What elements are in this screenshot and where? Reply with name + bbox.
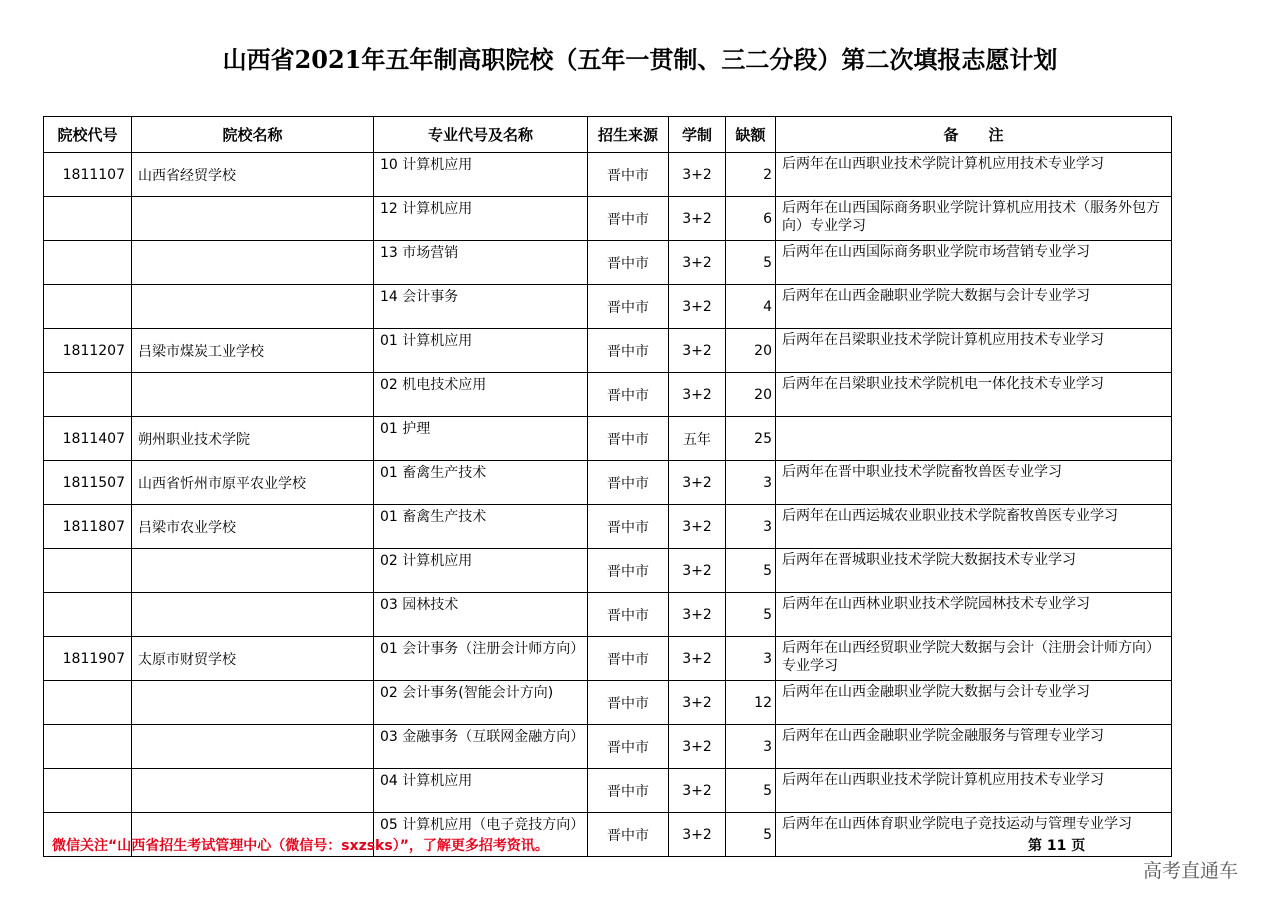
- school-name-cell: [132, 241, 374, 285]
- vacancy-cell: 5: [726, 769, 776, 813]
- note-cell: 后两年在山西运城农业职业技术学院畜牧兽医专业学习: [776, 505, 1172, 549]
- header-source: 招生来源: [588, 117, 669, 153]
- note-cell: 后两年在吕梁职业技术学院机电一体化技术专业学习: [776, 373, 1172, 417]
- note-cell: 后两年在山西金融职业学院大数据与会计专业学习: [776, 285, 1172, 329]
- school-name-cell: 山西省忻州市原平农业学校: [132, 461, 374, 505]
- school-name-cell: [132, 769, 374, 813]
- school-code-cell: 1811507: [44, 461, 132, 505]
- note-cell: [776, 417, 1172, 461]
- table-row: [44, 461, 1172, 505]
- school-code-cell: 1811207: [44, 329, 132, 373]
- header-vacancy: 缺额: [726, 117, 776, 153]
- table-row: [44, 505, 1172, 549]
- note-cell: 后两年在吕梁职业技术学院计算机应用技术专业学习: [776, 329, 1172, 373]
- system-cell: 3+2: [669, 505, 726, 549]
- note-cell: 后两年在山西国际商务职业学院市场营销专业学习: [776, 241, 1172, 285]
- source-cell: 晋中市: [588, 197, 669, 241]
- system-cell: 3+2: [669, 681, 726, 725]
- school-name-cell: [132, 681, 374, 725]
- school-code-cell: 1811107: [44, 153, 132, 197]
- system-cell: 3+2: [669, 769, 726, 813]
- school-code-cell: [44, 197, 132, 241]
- vacancy-cell: 20: [726, 329, 776, 373]
- vacancy-cell: 3: [726, 637, 776, 681]
- note-cell: 后两年在晋城职业技术学院大数据技术专业学习: [776, 549, 1172, 593]
- vacancy-cell: 5: [726, 549, 776, 593]
- system-cell: 3+2: [669, 241, 726, 285]
- system-cell: 3+2: [669, 285, 726, 329]
- major-cell: 01 会计事务（注册会计师方向）: [374, 637, 588, 681]
- source-cell: 晋中市: [588, 637, 669, 681]
- table-header-row: [44, 117, 1172, 153]
- note-cell: 后两年在山西经贸职业学院大数据与会计（注册会计师方向）专业学习: [776, 637, 1172, 681]
- note-cell: 后两年在山西职业技术学院计算机应用技术专业学习: [776, 153, 1172, 197]
- source-cell: 晋中市: [588, 725, 669, 769]
- school-code-cell: [44, 681, 132, 725]
- table-row: [44, 549, 1172, 593]
- table-row: [44, 241, 1172, 285]
- table-row: [44, 285, 1172, 329]
- system-cell: 3+2: [669, 373, 726, 417]
- school-name-cell: 吕梁市煤炭工业学校: [132, 329, 374, 373]
- system-cell: 3+2: [669, 461, 726, 505]
- note-cell: 后两年在山西体育职业学院电子竞技运动与管理专业学习: [776, 813, 1172, 857]
- vacancy-cell: 2: [726, 153, 776, 197]
- system-cell: 3+2: [669, 593, 726, 637]
- source-cell: 晋中市: [588, 813, 669, 857]
- document-title: 山西省2021年五年制高职院校（五年一贯制、三二分段）第二次填报志愿计划: [222, 45, 1058, 74]
- vacancy-cell: 12: [726, 681, 776, 725]
- school-name-cell: 太原市财贸学校: [132, 637, 374, 681]
- source-cell: 晋中市: [588, 329, 669, 373]
- source-cell: 晋中市: [588, 417, 669, 461]
- major-cell: 02 计算机应用: [374, 549, 588, 593]
- admission-plan-table: [43, 116, 1172, 857]
- major-cell: 01 护理: [374, 417, 588, 461]
- major-cell: 12 计算机应用: [374, 197, 588, 241]
- header-code: 院校代号: [44, 117, 132, 153]
- vacancy-cell: 25: [726, 417, 776, 461]
- table-row: [44, 593, 1172, 637]
- table-row: [44, 681, 1172, 725]
- system-cell: 3+2: [669, 725, 726, 769]
- note-cell: 后两年在山西国际商务职业学院计算机应用技术（服务外包方向）专业学习: [776, 197, 1172, 241]
- vacancy-cell: 3: [726, 725, 776, 769]
- vacancy-cell: 3: [726, 461, 776, 505]
- school-code-cell: 1811807: [44, 505, 132, 549]
- table-row: [44, 153, 1172, 197]
- school-name-cell: 山西省经贸学校: [132, 153, 374, 197]
- vacancy-cell: 5: [726, 813, 776, 857]
- table-row: [44, 373, 1172, 417]
- system-cell: 3+2: [669, 813, 726, 857]
- vacancy-cell: 5: [726, 241, 776, 285]
- source-cell: 晋中市: [588, 549, 669, 593]
- table-row: [44, 637, 1172, 681]
- system-cell: 3+2: [669, 153, 726, 197]
- source-cell: 晋中市: [588, 285, 669, 329]
- system-cell: 3+2: [669, 549, 726, 593]
- school-name-cell: [132, 593, 374, 637]
- note-cell: 后两年在山西金融职业学院金融服务与管理专业学习: [776, 725, 1172, 769]
- system-cell: 3+2: [669, 637, 726, 681]
- source-cell: 晋中市: [588, 241, 669, 285]
- source-cell: 晋中市: [588, 373, 669, 417]
- major-cell: 05 计算机应用（电子竞技方向）: [374, 813, 588, 857]
- vacancy-cell: 5: [726, 593, 776, 637]
- header-major: 专业代号及名称: [374, 117, 588, 153]
- source-cell: 晋中市: [588, 461, 669, 505]
- major-cell: 02 会计事务(智能会计方向): [374, 681, 588, 725]
- school-name-cell: 吕梁市农业学校: [132, 505, 374, 549]
- major-cell: 01 畜禽生产技术: [374, 505, 588, 549]
- school-code-cell: [44, 725, 132, 769]
- school-name-cell: [132, 197, 374, 241]
- source-cell: 晋中市: [588, 153, 669, 197]
- header-note: 备 注: [776, 117, 1172, 153]
- school-code-cell: 1811907: [44, 637, 132, 681]
- school-name-cell: [132, 373, 374, 417]
- system-cell: 3+2: [669, 197, 726, 241]
- major-cell: 10 计算机应用: [374, 153, 588, 197]
- table-row: [44, 417, 1172, 461]
- watermark: 高考直通车: [1143, 860, 1239, 882]
- table-row: [44, 197, 1172, 241]
- school-name-cell: 朔州职业技术学院: [132, 417, 374, 461]
- school-code-cell: [44, 285, 132, 329]
- school-code-cell: [44, 549, 132, 593]
- source-cell: 晋中市: [588, 593, 669, 637]
- major-cell: 14 会计事务: [374, 285, 588, 329]
- school-name-cell: [132, 549, 374, 593]
- school-name-cell: [132, 285, 374, 329]
- major-cell: 01 畜禽生产技术: [374, 461, 588, 505]
- page-number: 第 11 页: [1028, 838, 1086, 854]
- major-cell: 01 计算机应用: [374, 329, 588, 373]
- note-cell: 后两年在山西林业职业技术学院园林技术专业学习: [776, 593, 1172, 637]
- note-cell: 后两年在山西职业技术学院计算机应用技术专业学习: [776, 769, 1172, 813]
- school-code-cell: 1811407: [44, 417, 132, 461]
- school-name-cell: [132, 725, 374, 769]
- major-cell: 04 计算机应用: [374, 769, 588, 813]
- major-cell: 13 市场营销: [374, 241, 588, 285]
- system-cell: 五年: [669, 417, 726, 461]
- note-cell: 后两年在山西金融职业学院大数据与会计专业学习: [776, 681, 1172, 725]
- vacancy-cell: 20: [726, 373, 776, 417]
- wechat-notice: 微信关注“山西省招生考试管理中心（微信号：sxzsks）”，了解更多招考资讯。: [52, 838, 549, 854]
- source-cell: 晋中市: [588, 505, 669, 549]
- table-row: [44, 769, 1172, 813]
- source-cell: 晋中市: [588, 681, 669, 725]
- table-row: [44, 329, 1172, 373]
- header-system: 学制: [669, 117, 726, 153]
- school-code-cell: [44, 241, 132, 285]
- major-cell: 02 机电技术应用: [374, 373, 588, 417]
- note-cell: 后两年在晋中职业技术学院畜牧兽医专业学习: [776, 461, 1172, 505]
- major-cell: 03 金融事务（互联网金融方向）: [374, 725, 588, 769]
- table-row: [44, 725, 1172, 769]
- school-code-cell: [44, 593, 132, 637]
- header-name: 院校名称: [132, 117, 374, 153]
- vacancy-cell: 4: [726, 285, 776, 329]
- school-code-cell: [44, 769, 132, 813]
- table-body: [44, 153, 1172, 857]
- major-cell: 03 园林技术: [374, 593, 588, 637]
- vacancy-cell: 3: [726, 505, 776, 549]
- vacancy-cell: 6: [726, 197, 776, 241]
- school-code-cell: [44, 373, 132, 417]
- system-cell: 3+2: [669, 329, 726, 373]
- source-cell: 晋中市: [588, 769, 669, 813]
